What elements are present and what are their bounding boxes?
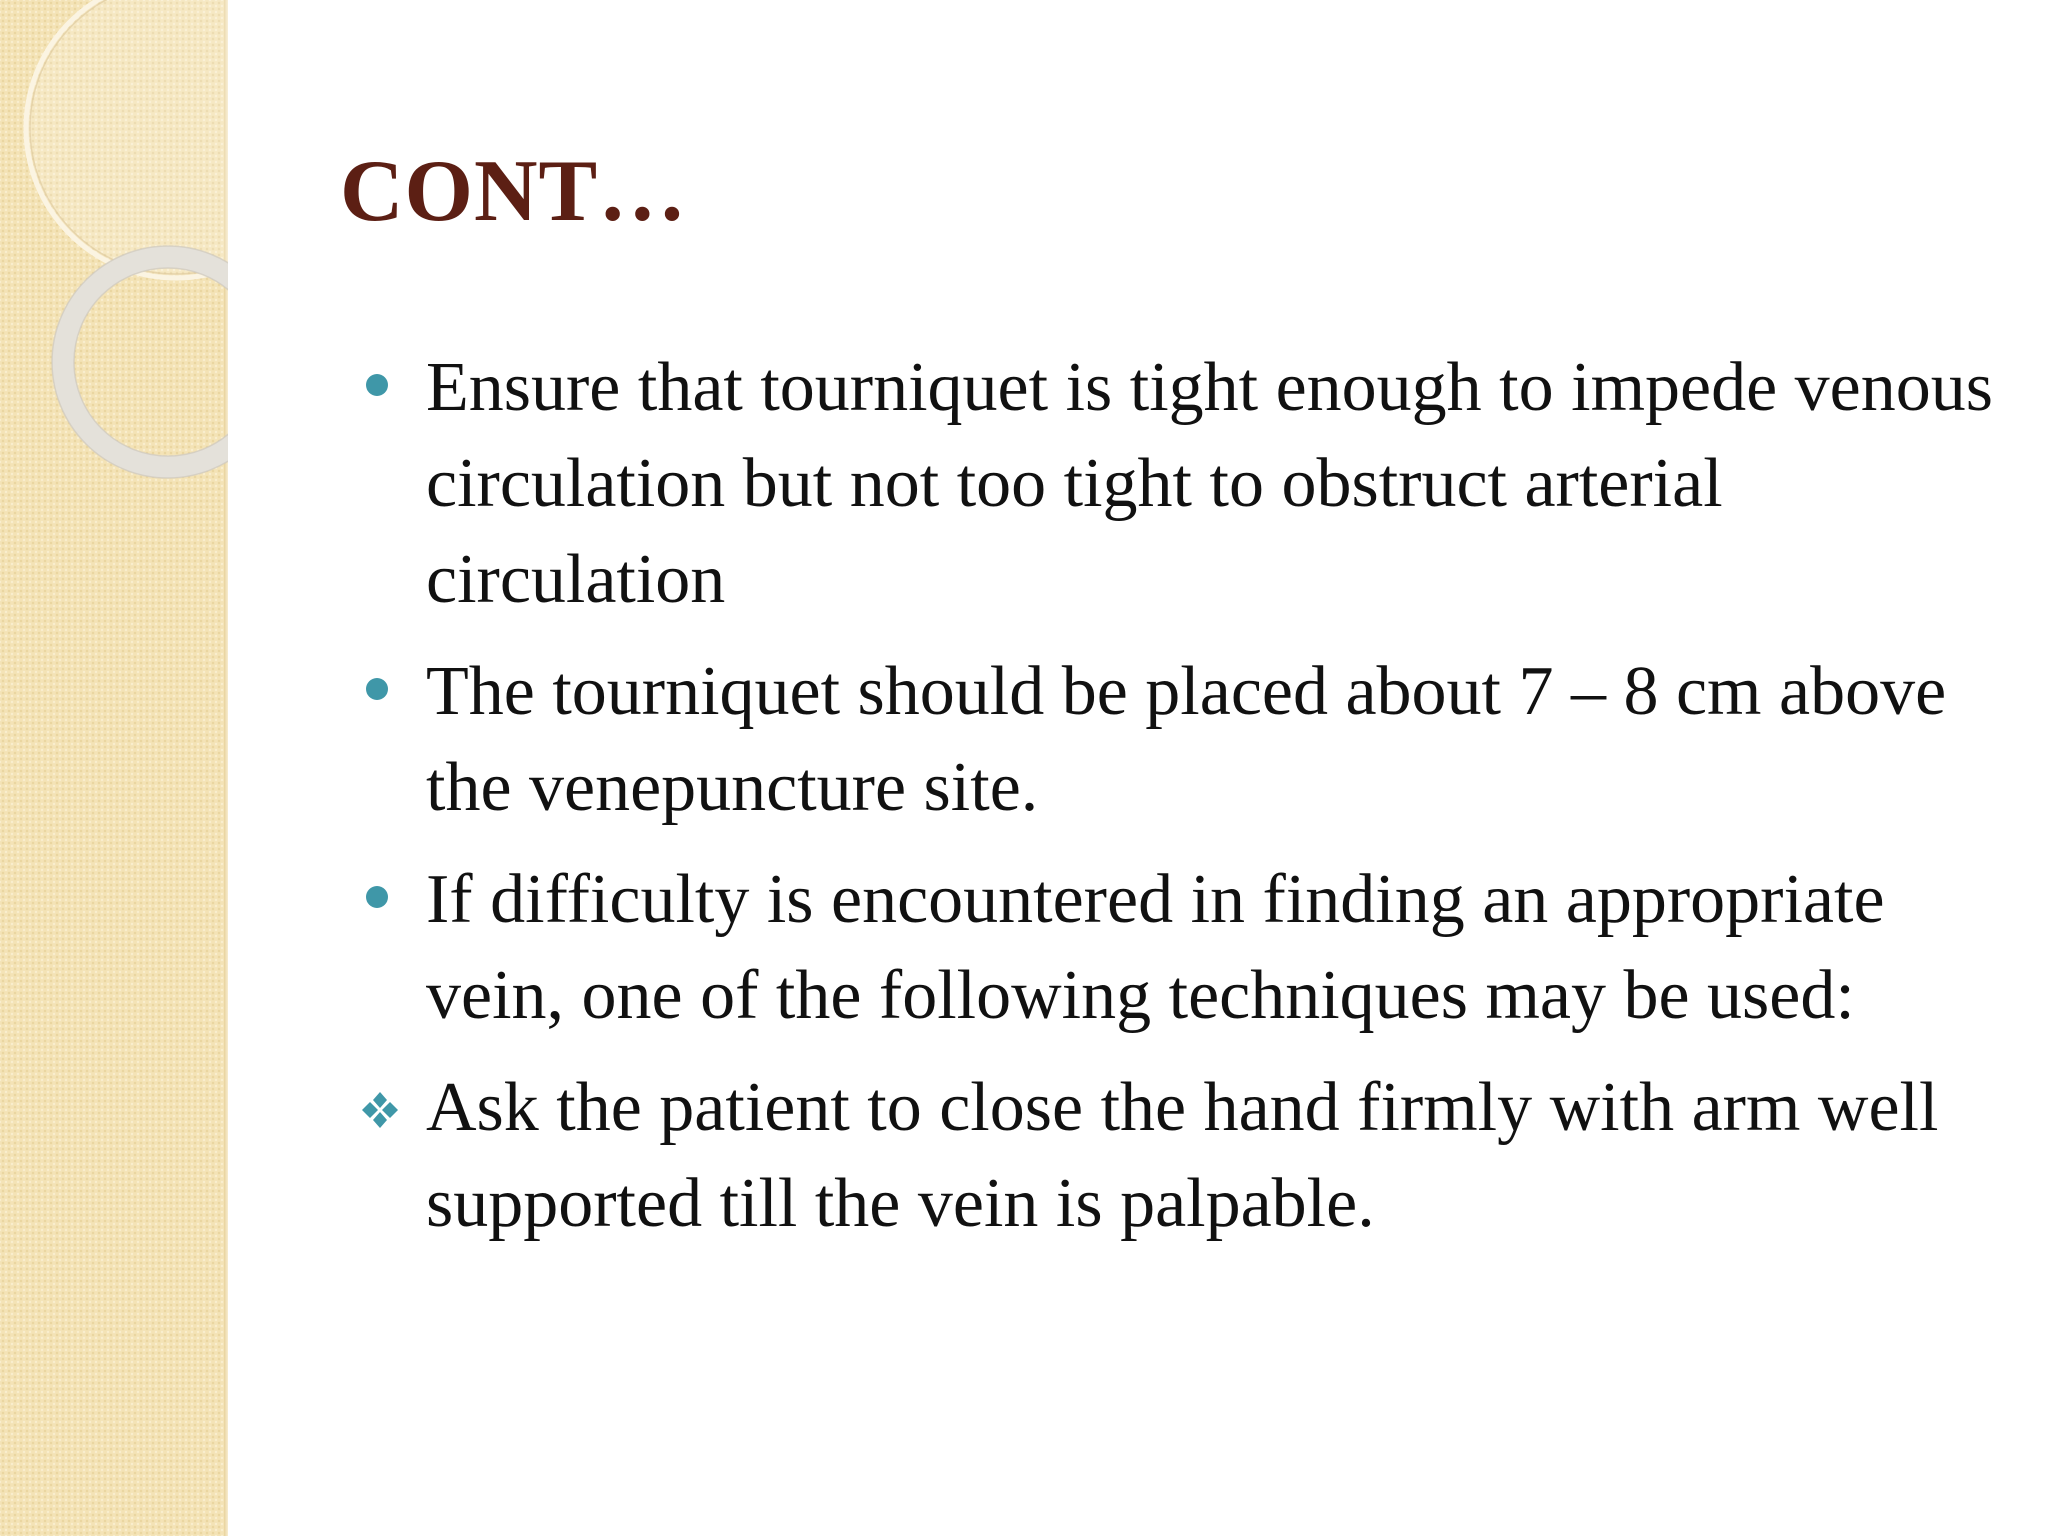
bullet-dot-icon	[366, 678, 388, 700]
bullet-item	[360, 852, 2000, 1044]
decorative-rings-icon	[0, 0, 228, 520]
bullet-item	[360, 340, 2000, 628]
slide-title: CONT…	[340, 143, 688, 240]
bullet-dot-icon	[366, 374, 388, 396]
bullet-item	[360, 644, 2000, 836]
bullet-item	[360, 1060, 2000, 1252]
bullet-text: Ask the patient to close the hand firmly with arm well supported till the vein is palpable.	[426, 1069, 1939, 1242]
bullet-text: Ensure that tourniquet is tight enough to impede venous circulation but not too tight to obstruct arterial circulation	[426, 349, 1993, 618]
bullet-list	[360, 340, 2000, 1268]
four-diamond-bullet-icon	[360, 1090, 400, 1130]
bullet-dot-icon	[366, 886, 388, 908]
bullet-text: If difficulty is encountered in finding an appropriate vein, one of the following techniques may be used:	[426, 861, 1885, 1034]
bullet-text: The tourniquet should be placed about 7 – 8 cm above the venepuncture site.	[426, 653, 1947, 826]
